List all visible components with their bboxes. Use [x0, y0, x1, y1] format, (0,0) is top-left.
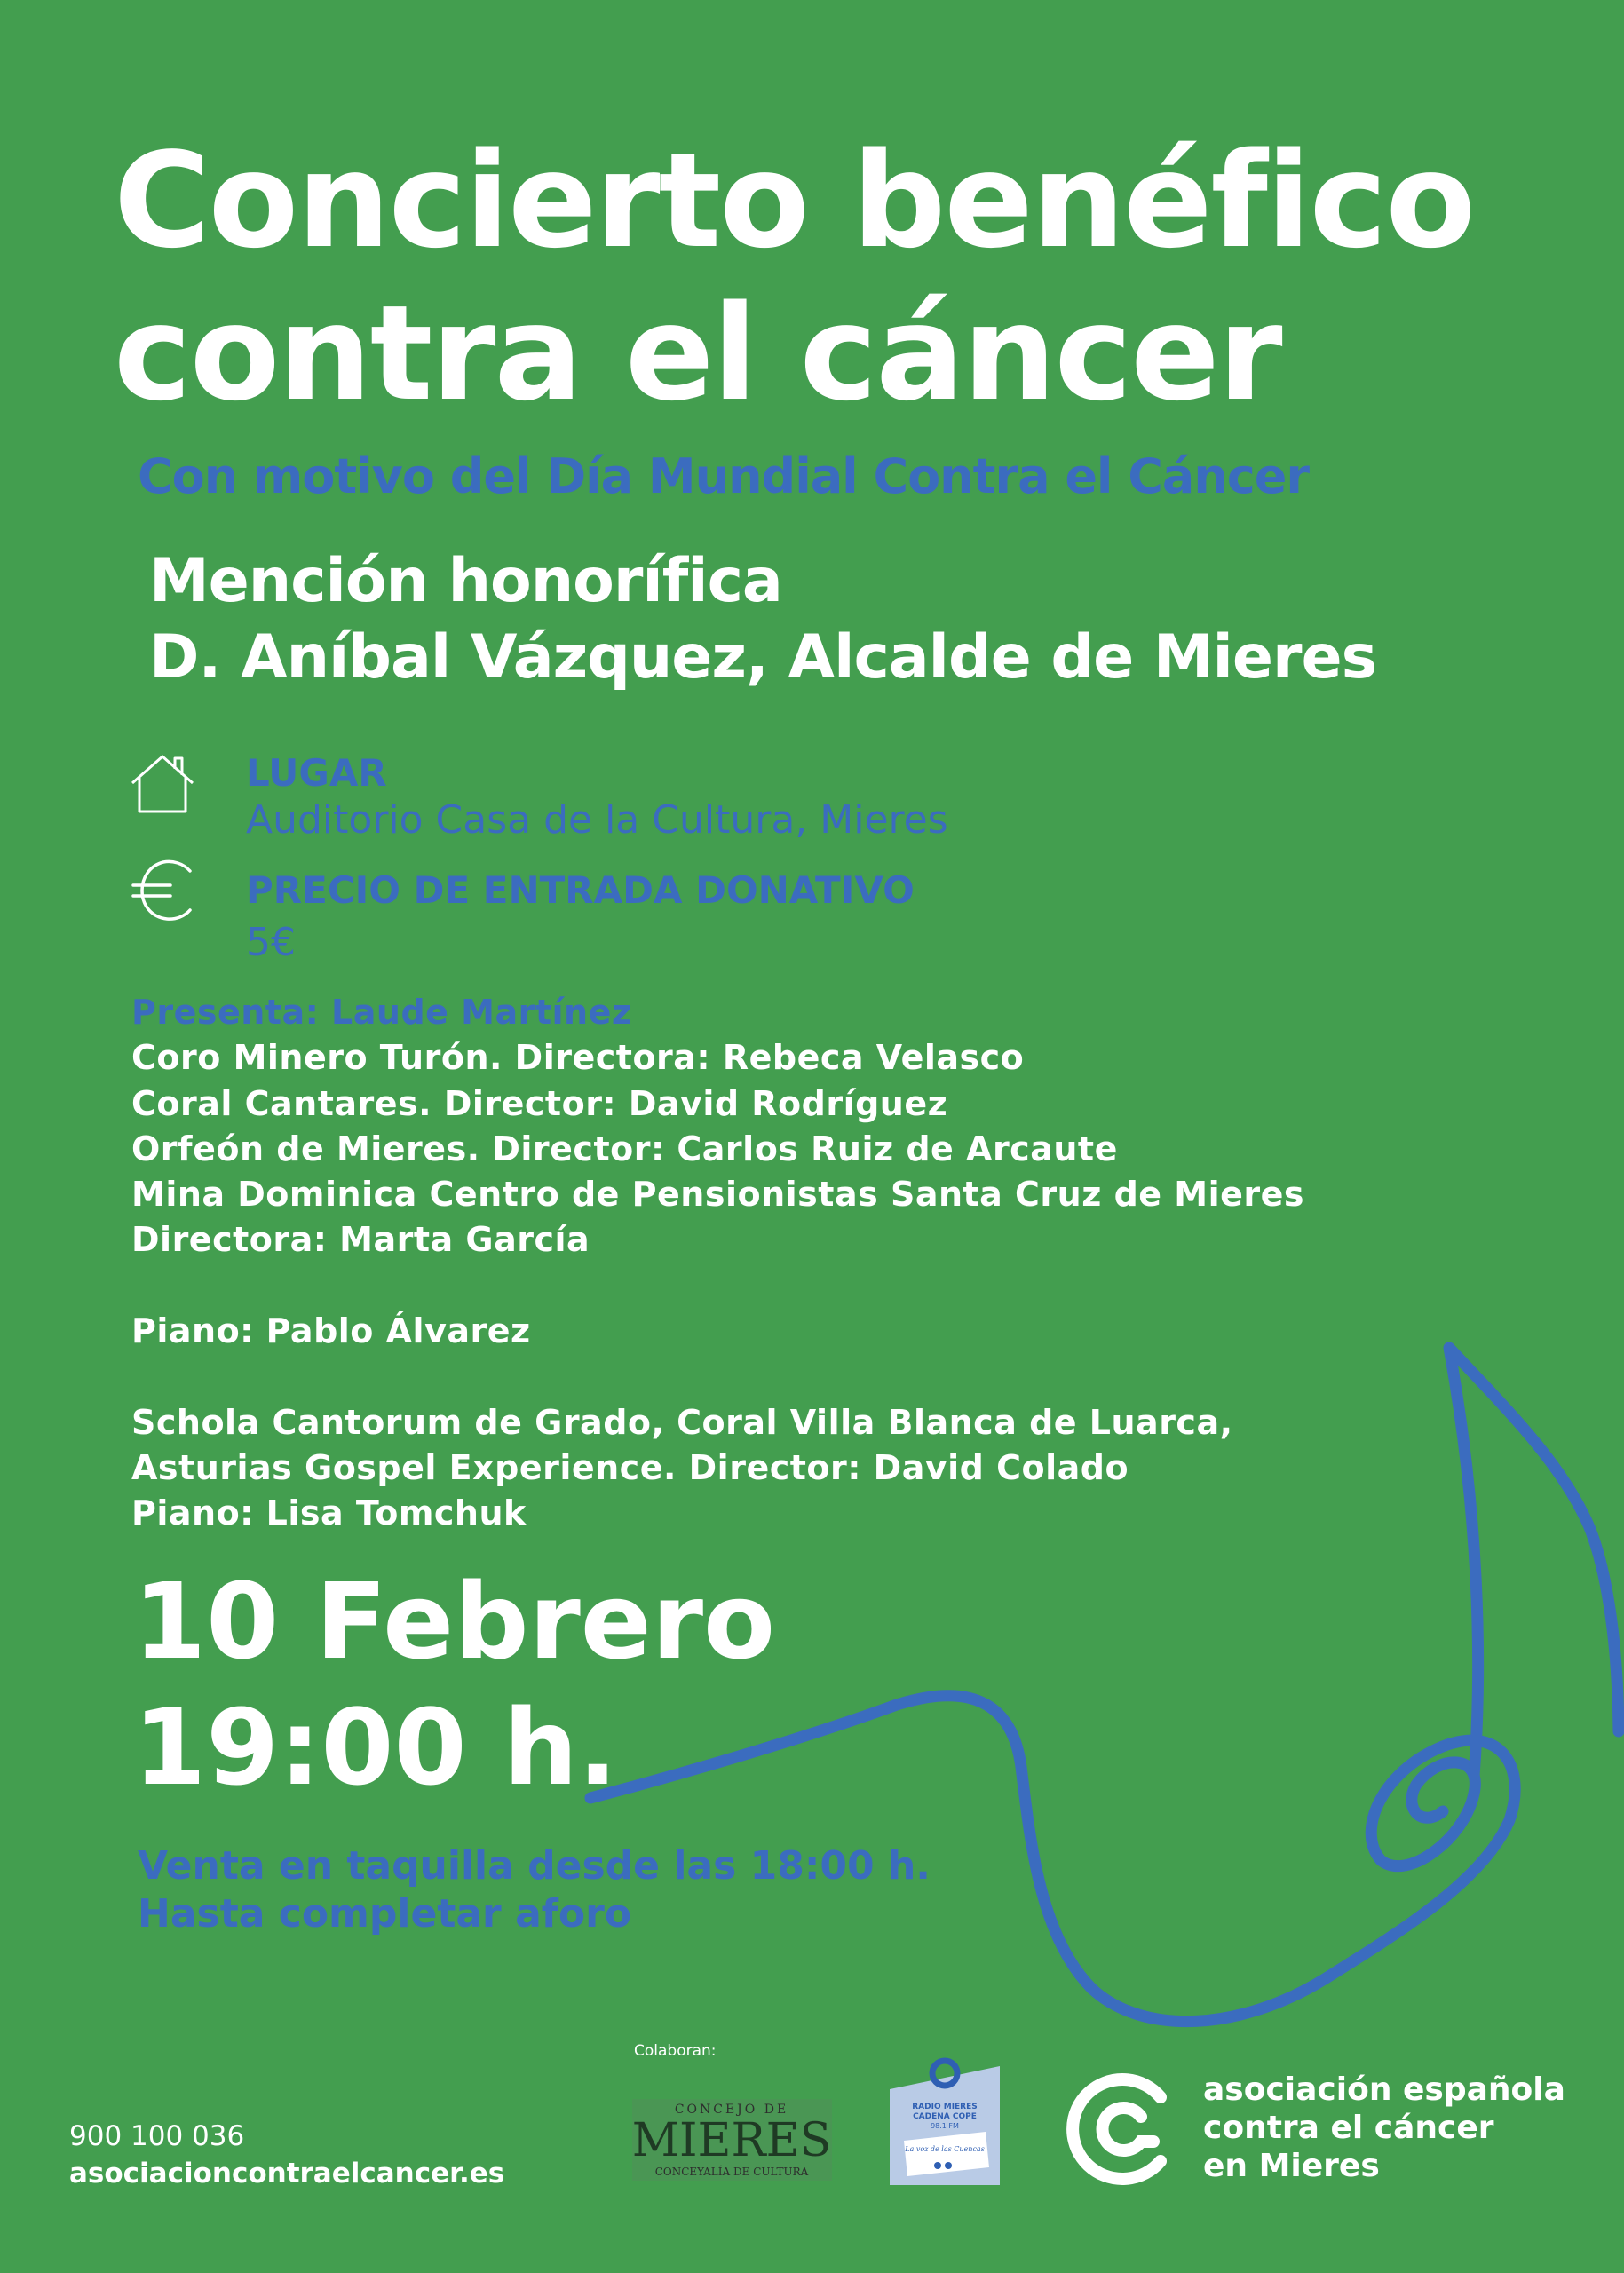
- subtitle: Con motivo del Día Mundial Contra el Cáncer: [138, 448, 1310, 504]
- lineup-line: Schola Cantorum de Grado, Coral Villa Blanca de Luarca,: [131, 1402, 1233, 1442]
- mention-line-2: D. Aníbal Vázquez, Alcalde de Mieres: [149, 622, 1377, 693]
- lineup-line: Orfeón de Mieres. Director: Carlos Ruiz de Arcaute: [131, 1129, 1118, 1168]
- radio-logo-line-2: CADENA COPE: [913, 2112, 977, 2121]
- poster-title: [114, 124, 1474, 430]
- mieres-logo-bottom: CONCEYALÍA DE CULTURA: [654, 2166, 809, 2178]
- venue-label: LUGAR: [246, 751, 387, 795]
- lineup-line: [131, 1263, 1304, 1309]
- mention-line-1: Mención honorífica: [149, 546, 782, 616]
- lineup-line: Presenta: Laude Martínez: [131, 993, 632, 1032]
- radio-mieres-logo: [886, 2055, 1003, 2187]
- house-icon: [129, 753, 196, 815]
- mieres-logo-main: MIERES: [632, 2114, 832, 2167]
- lineup-line: Piano: Lisa Tomchuk: [131, 1493, 527, 1533]
- organization-name: [1203, 2071, 1565, 2185]
- lineup-line: Asturias Gospel Experience. Director: David Colado: [131, 1447, 1129, 1487]
- euro-icon: [131, 859, 195, 923]
- event-date: 10 Febrero: [133, 1560, 776, 1683]
- org-line-3: en Mieres: [1203, 2148, 1380, 2184]
- price-label: PRECIO DE ENTRADA DONATIVO: [246, 868, 915, 912]
- lineup-line: Piano: Pablo Álvarez: [131, 1311, 531, 1351]
- sale-line-2: Hasta completar aforo: [138, 1891, 632, 1936]
- mieres-logo-top: CONCEJO DE: [674, 2103, 789, 2117]
- honorary-mention: [149, 543, 1376, 696]
- radio-logo-line-3: 98.1 FM: [931, 2122, 959, 2130]
- event-time: 19:00 h.: [133, 1686, 618, 1809]
- website-link[interactable]: asociacioncontraelcancer.es: [69, 2158, 505, 2190]
- sale-line-1: Venta en taquilla desde las 18:00 h.: [138, 1843, 931, 1889]
- radio-logo-slogan: La voz de las Cuencas: [905, 2145, 985, 2153]
- org-line-1: asociación española: [1203, 2071, 1565, 2108]
- aecc-logo-icon: [1061, 2067, 1185, 2191]
- radio-logo-line-1: RADIO MIERES: [912, 2103, 978, 2111]
- contact-info: [69, 2118, 504, 2192]
- lineup-line: Coro Minero Turón. Directora: Rebeca Velasco: [131, 1038, 1025, 1078]
- lineup-line: [131, 1354, 1304, 1399]
- lineup-line: Mina Dominica Centro de Pensionistas Santa Cruz de Mieres: [131, 1175, 1305, 1215]
- lineup-line: Coral Cantares. Director: David Rodríguez: [131, 1083, 948, 1123]
- venue-value: Auditorio Casa de la Cultura, Mieres: [246, 797, 948, 843]
- lineup-line: Directora: Marta García: [131, 1220, 590, 1260]
- ticket-sale-info: [138, 1842, 931, 1938]
- title-line-2: contra el cáncer: [114, 277, 1281, 430]
- title-line-1: Concierto benéfico: [114, 124, 1475, 277]
- phone-number: 900 100 036: [69, 2120, 245, 2152]
- org-line-2: contra el cáncer: [1203, 2110, 1494, 2146]
- performer-lineup: [131, 990, 1304, 1537]
- collaborators-label: Colaboran:: [634, 2042, 717, 2060]
- event-datetime: [133, 1558, 775, 1810]
- price-value: 5€: [246, 920, 296, 965]
- mieres-culture-logo: [632, 2095, 832, 2184]
